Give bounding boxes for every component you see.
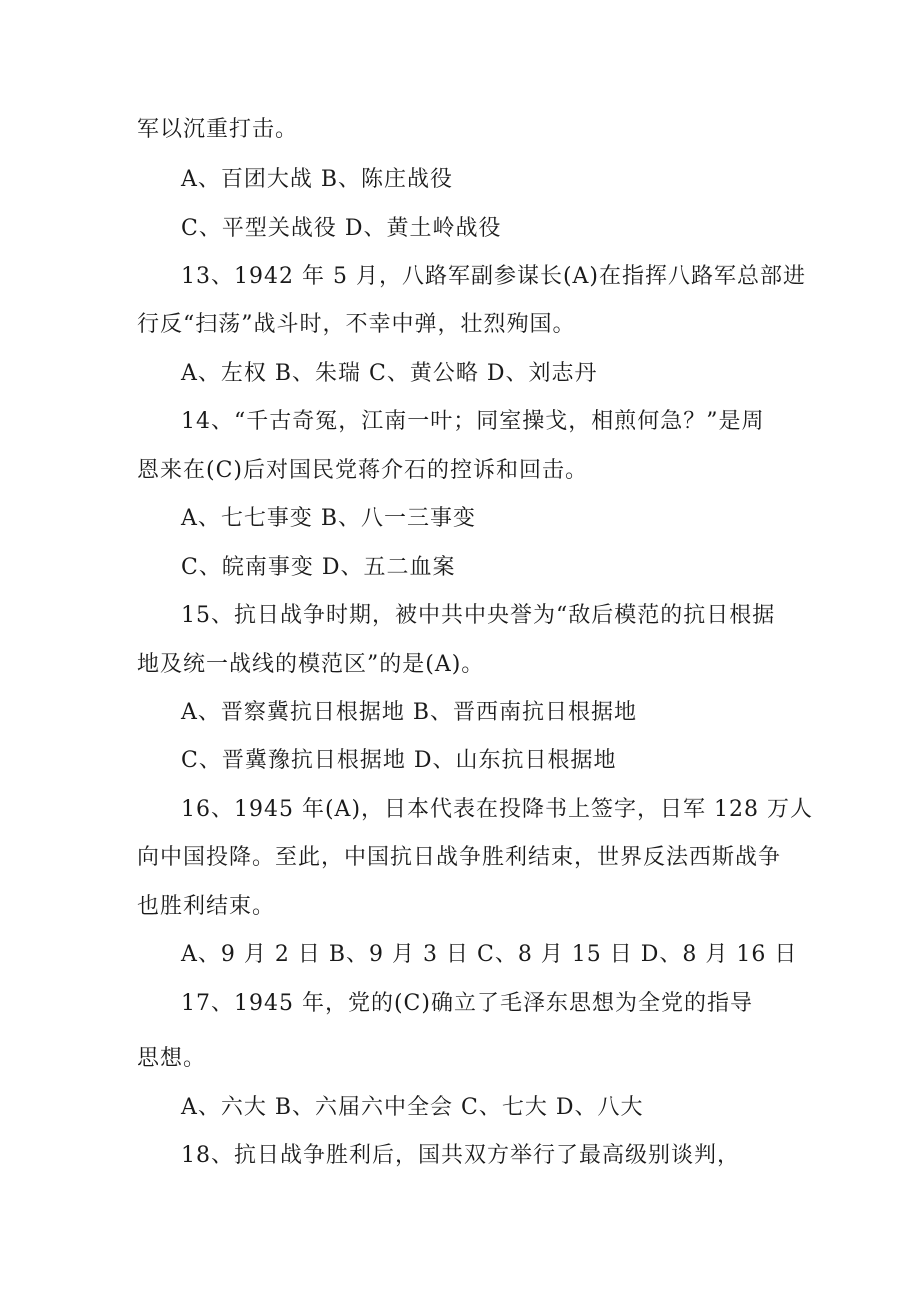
text-line: 也胜利结束。	[137, 894, 276, 919]
answer-options: A、晋察冀抗日根据地 B、晋西南抗日根据地	[181, 700, 638, 725]
question-14: 14、“千古奇冤，江南一叶；同室操戈，相煎何急？”是周	[181, 409, 765, 434]
text-line: 思想。	[137, 1046, 207, 1071]
question-17: 17、1945 年，党的(C)确立了毛泽东思想为全党的指导	[181, 991, 753, 1016]
text-line: 恩来在(C)后对国民党蒋介石的控诉和回击。	[137, 458, 589, 483]
answer-options: A、六大 B、六届六中全会 C、七大 D、八大	[181, 1095, 644, 1120]
text-line: 地及统一战线的模范区”的是(A)。	[137, 652, 485, 677]
answer-options: C、皖南事变 D、五二血案	[181, 555, 456, 580]
question-16: 16、1945 年(A)，日本代表在投降书上签字，日军 128 万人	[181, 797, 814, 822]
text-line: 向中国投降。至此，中国抗日战争胜利结束，世界反法西斯战争	[137, 845, 782, 870]
answer-options: A、七七事变 B、八一三事变	[181, 506, 477, 531]
answer-options: A、百团大战 B、陈庄战役	[181, 167, 454, 192]
text-line: 军以沉重打击。	[137, 117, 299, 142]
question-13: 13、1942 年 5 月，八路军副参谋长(A)在指挥八路军总部进	[181, 264, 807, 289]
text-line: 行反“扫荡”战斗时，不幸中弹，壮烈殉国。	[137, 312, 576, 337]
answer-options: A、左权 B、朱瑞 C、黄公略 D、刘志丹	[181, 361, 598, 386]
question-15: 15、抗日战争时期，被中共中央誉为“敌后模范的抗日根据	[181, 603, 776, 628]
answer-options: A、9 月 2 日 B、9 月 3 日 C、8 月 15 日 D、8 月 16 日	[181, 942, 798, 967]
answer-options: C、平型关战役 D、黄土岭战役	[181, 216, 502, 241]
answer-options: C、晋冀豫抗日根据地 D、山东抗日根据地	[181, 748, 617, 773]
question-18: 18、抗日战争胜利后，国共双方举行了最高级别谈判，	[181, 1143, 740, 1168]
